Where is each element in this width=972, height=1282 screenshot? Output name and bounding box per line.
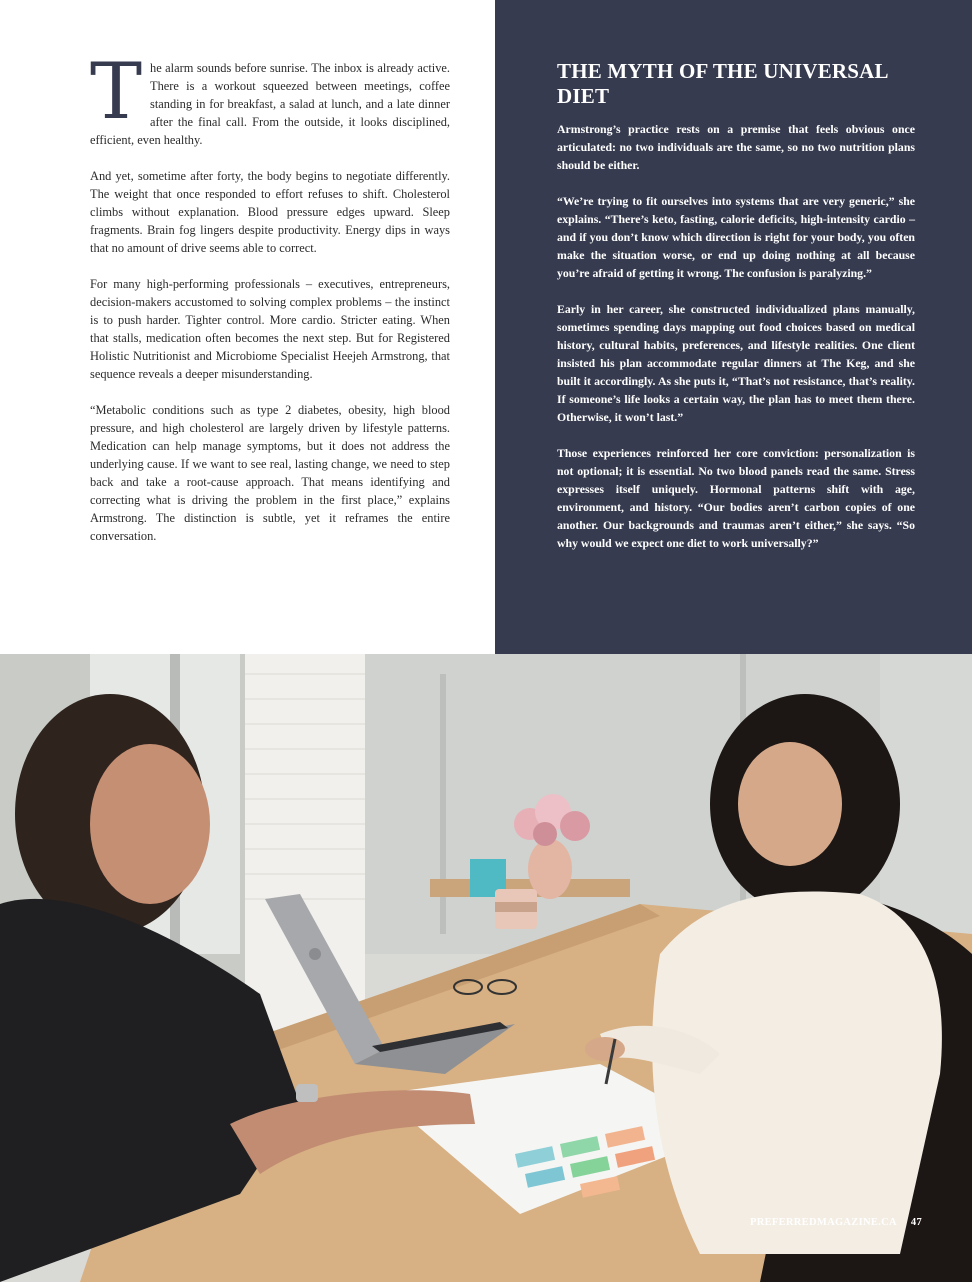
- site-name: PREFERREDMAGAZINE.CA: [750, 1217, 897, 1228]
- right-paragraph-4: Those experiences reinforced her core conviction: personalization is not optional; it is essential. No two blood panels read the same. Stress expresses itself uniquely. Hormonal patterns shift with age, environment, and history. “Our bodies aren’t carbon copies of one another. Our backgrounds and traumas aren’t either,” she says. “So why would we expect one diet to work universally?”: [557, 446, 915, 550]
- right-paragraph-1: Armstrong’s practice rests on a premise that feels obvious once articulated: no two individuals are the same, so no two nutrition plans should be either.: [557, 122, 915, 172]
- paragraph-2: And yet, sometime after forty, the body begins to negotiate differently. The weight that once responded to effort refuses to shift. Cholesterol climbs without explanation. Blood pressure edges upward. Sleep fragments. Brain fog lingers despite productivity. Energy dips in ways that no amount of drive seems able to correct.: [90, 169, 450, 255]
- consultation-photo: [0, 654, 972, 1282]
- article-body-right: [557, 59, 915, 570]
- page-number: 47: [910, 1217, 922, 1228]
- right-paragraph-3: Early in her career, she constructed individualized plans manually, sometimes spending days mapping out food choices based on medical history, cultural habits, preferences, and lifestyle realities. One client insisted his plan accommodate regular dinners at The Keg, and she built it accordingly. As she puts it, “That’s not resistance, that’s reality. If someone’s life looks a certain way, the plan has to meet them there. Otherwise, it won’t last.”: [557, 302, 915, 424]
- paragraph-3: For many high-performing professionals – executives, entrepreneurs, decision-makers accustomed to solving complex problems – the instinct is to push harder. Tighter control. More cardio. Stricter eating. When that stalls, medication often becomes the next step. But for Registered Holistic Nutritionist and Microbiome Specialist Heejeh Armstrong, that sequence reveals a deeper misunderstanding.: [90, 277, 450, 381]
- section-heading: THE MYTH OF THE UNIVERSAL DIET: [557, 59, 888, 108]
- photo-illustration: [0, 654, 972, 1282]
- paragraph-1: [90, 47, 450, 149]
- right-paragraph-2: “We’re trying to fit ourselves into systems that are very generic,” she explains. “There’s keto, fasting, calorie deficits, high-intensity cardio – and if you don’t know which direction is right for your body, you often make the situation worse, or end up doing nothing at all because you’re afraid of getting it wrong. The confusion is paralyzing.”: [557, 194, 915, 280]
- paragraph-4: “Metabolic conditions such as type 2 diabetes, obesity, high blood pressure, and high cholesterol are largely driven by lifestyle patterns. Medication can help manage symptoms, but it does not address the underlying cause. If we want to see real, lasting change, we need to step back and take a root-cause approach. That means identifying and correcting what is driving the problem in the first place,” explains Armstrong. The distinction is subtle, yet it reframes the entire conversation.: [90, 403, 450, 543]
- article-body-left: [90, 47, 450, 563]
- page-footer: [736, 1217, 922, 1228]
- paragraph-1-text: he alarm sounds before sunrise. The inbox is already active. There is a workout squeezed between meetings, coffee standing in for breakfast, a salad at lunch, and a late dinner after the final call. From the outside, it looks disciplined, efficient, even healthy.: [90, 61, 450, 147]
- left-column: [0, 0, 495, 652]
- drop-cap: T: [90, 47, 143, 137]
